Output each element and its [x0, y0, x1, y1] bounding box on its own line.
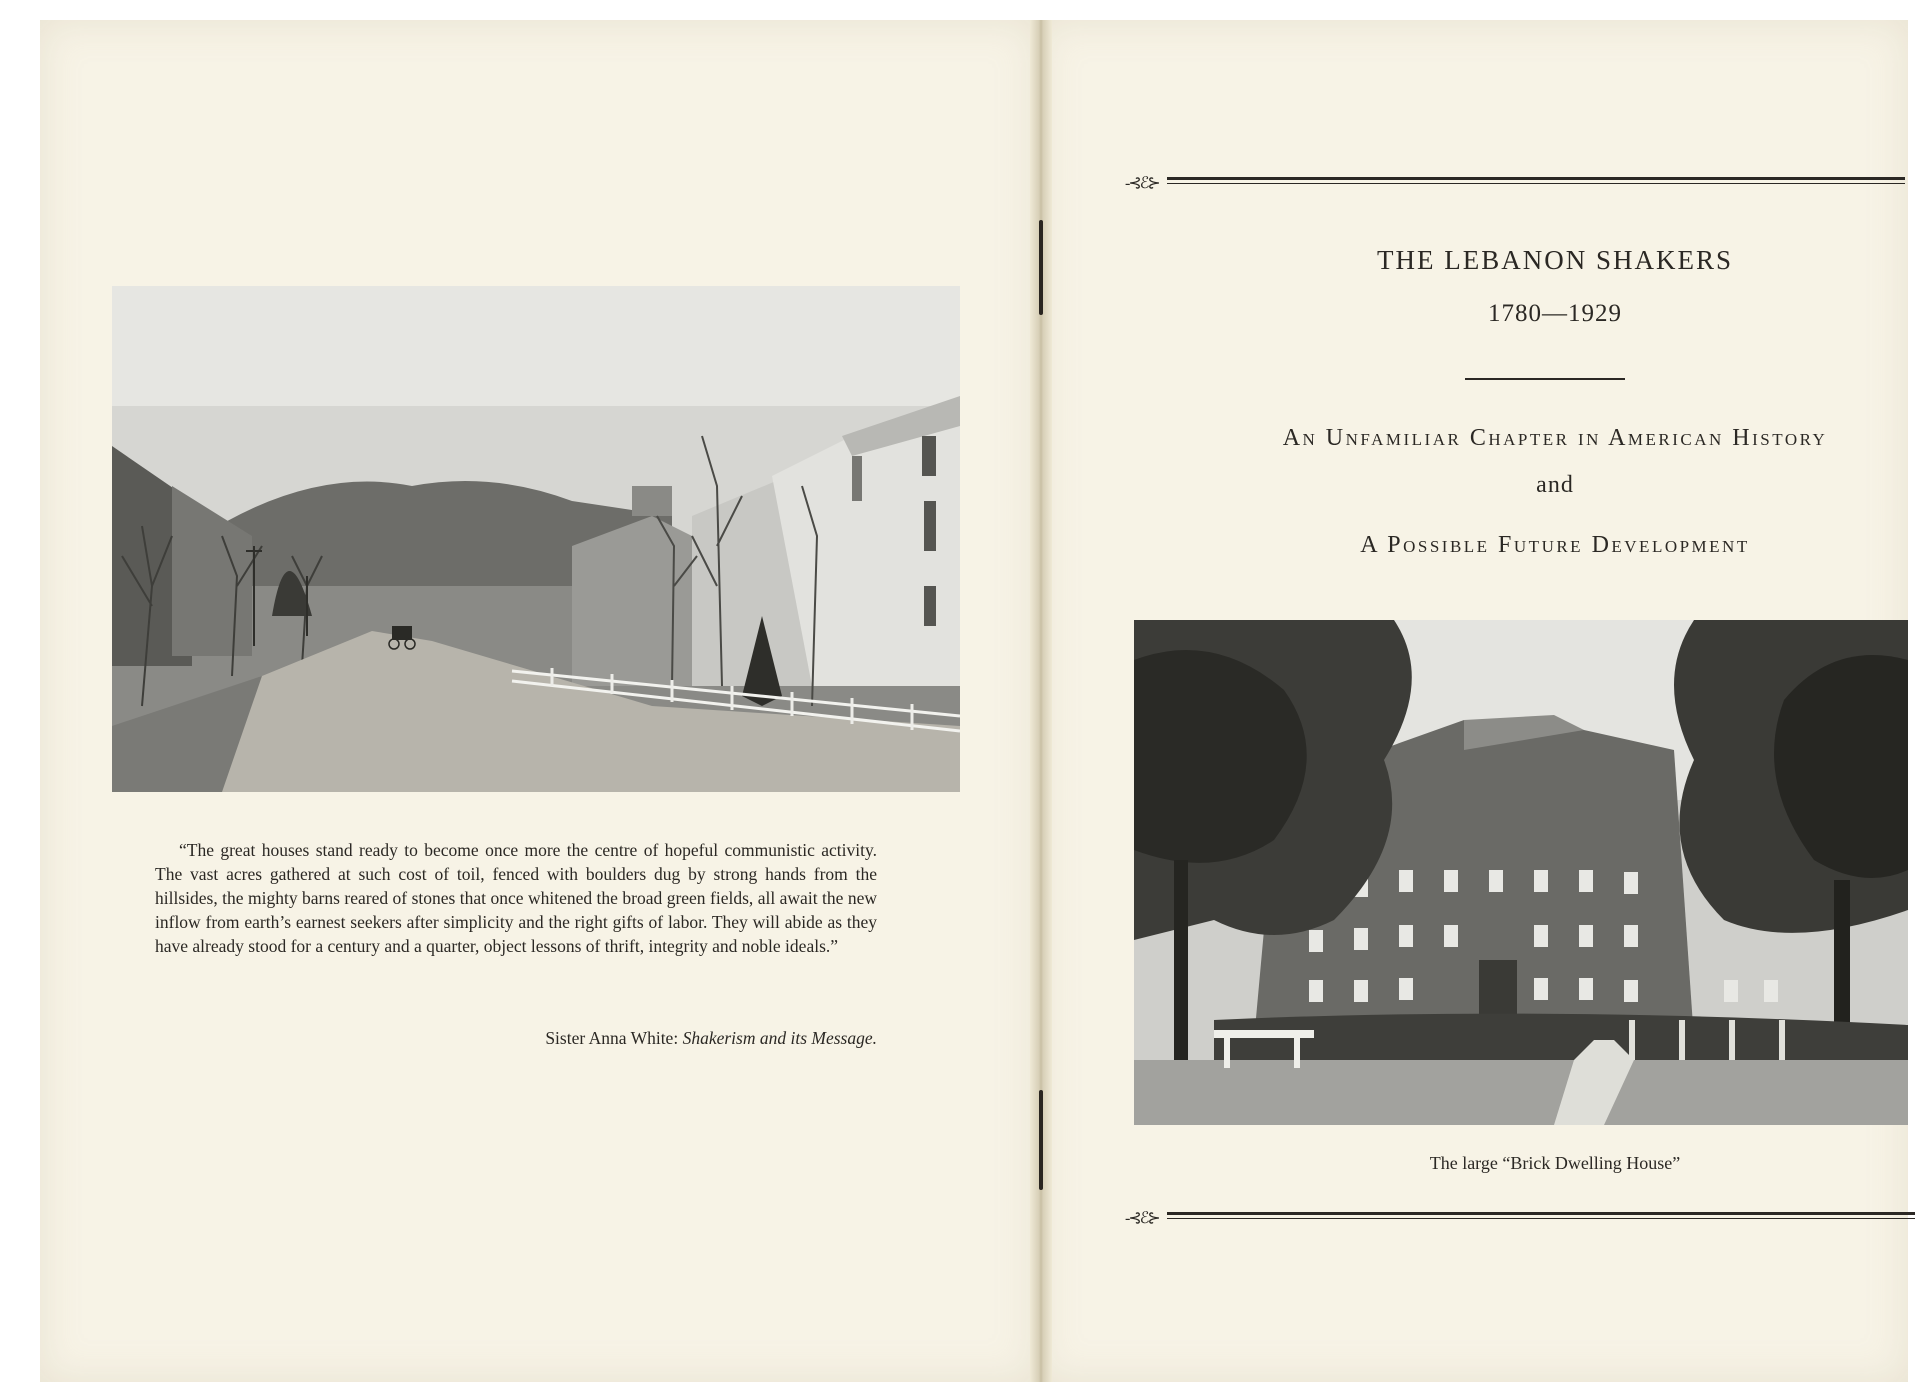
booklet-dates: 1780—1929: [1488, 300, 1622, 327]
subtitle-1: An Unfamiliar Chapter in American History: [1282, 425, 1828, 451]
quote-text: “The great houses stand ready to become once more the centre of hopeful communistic activity. The vast acres gathered at such cost of toil, fenced with boulders dug by strong hands from the hillsides, the mighty barns reared of stones that once whitened the broad green fields, all await the new inflow from earth’s earnest seekers after simplicity and the right gifts of labor. They will abide as they have already stood for a century and a quarter, object lessons of thrift, integrity and noble ideals.”: [155, 840, 877, 956]
ornament-icon-bottom: -⊰ℰ⊱: [1125, 1210, 1159, 1227]
ornament-icon: -⊰ℰ⊱: [1125, 175, 1159, 192]
village-street-photo: [112, 286, 960, 792]
brick-dwelling-image: [1134, 620, 1908, 1125]
photo-caption: The large “Brick Dwelling House”: [1429, 1153, 1681, 1173]
quote-attribution: [155, 1028, 877, 1049]
subtitle-conjunction: and: [1536, 472, 1574, 498]
subtitle-2: A Possible Future Development: [1360, 532, 1750, 558]
staple-top: [1039, 220, 1043, 315]
staple-bottom: [1039, 1090, 1043, 1190]
top-ornamental-rule: [1125, 175, 1905, 192]
title-divider: [1465, 378, 1625, 380]
village-street-image: [112, 286, 960, 792]
brick-dwelling-photo: [1134, 620, 1908, 1125]
booklet-title: THE LEBANON SHAKERS: [1376, 245, 1733, 275]
attribution-work: Shakerism and its Message.: [682, 1028, 877, 1048]
attribution-author: Sister Anna White:: [545, 1028, 683, 1048]
bottom-ornamental-rule: [1125, 1210, 1915, 1227]
